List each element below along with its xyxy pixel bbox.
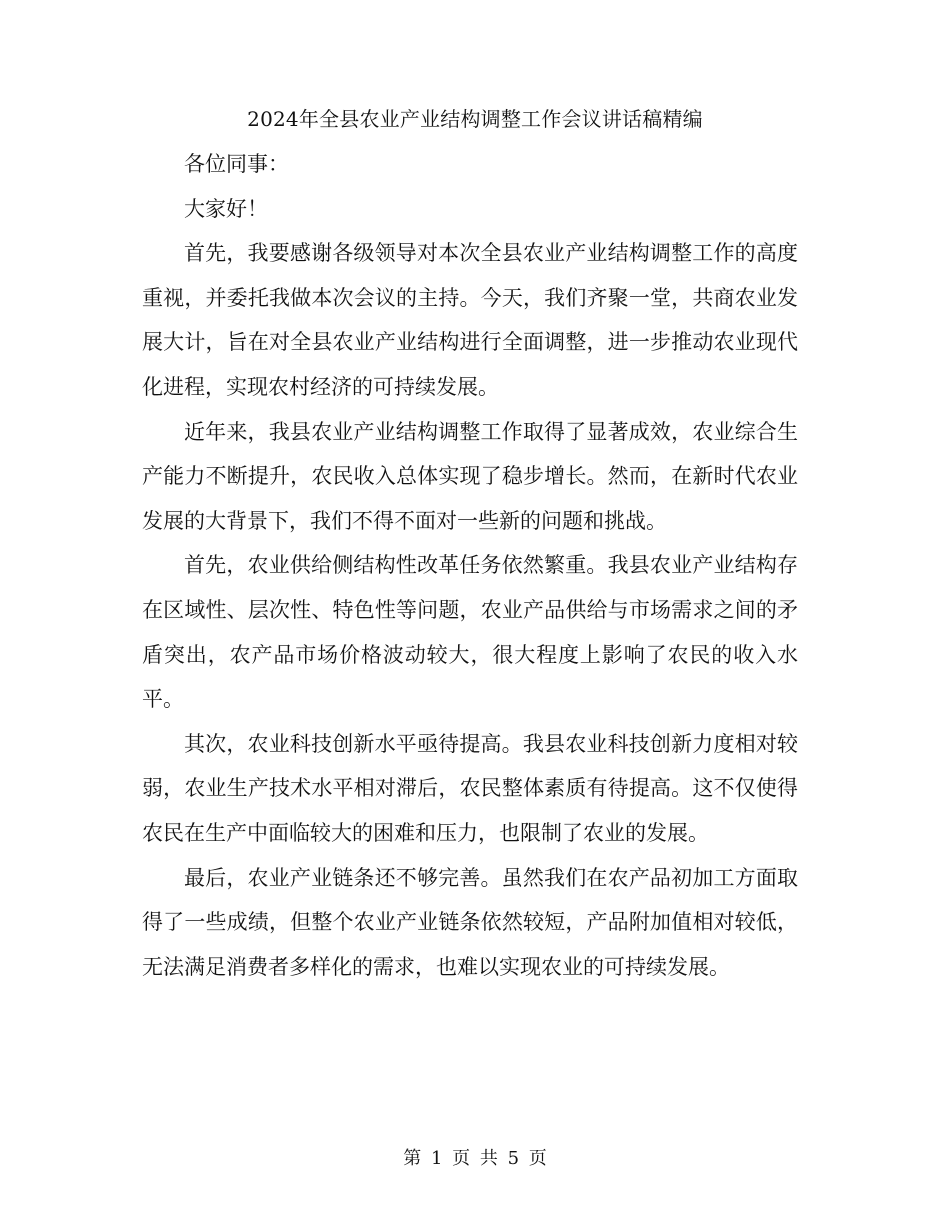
- page-number-footer: 第 1 页 共 5 页: [403, 1148, 547, 1169]
- document-title: 2024年全县农业产业结构调整工作会议讲话稿精编: [247, 107, 703, 131]
- body-paragraph: 最后，农业产业链条还不够完善。虽然我们在农产品初加工方面取得了一些成绩，但整个农业产业链条依然较短，产品附加值相对较低，无法满足消费者多样化的需求，也难以实现农业的可持续发展。: [142, 865, 798, 979]
- body-paragraph: 其次，农业科技创新水平亟待提高。我县农业科技创新力度相对较弱，农业生产技术水平相对滞后，农民整体素质有待提高。这不仅使得农民在生产中面临较大的困难和压力，也限制了农业的发展。: [142, 731, 798, 845]
- greeting-paragraph: 大家好！: [184, 196, 268, 221]
- salutation-paragraph: 各位同事：: [184, 152, 289, 176]
- document-body: [142, 142, 798, 989]
- body-paragraph: 首先，农业供给侧结构性改革任务依然繁重。我县农业产业结构存在区域性、层次性、特色性等问题，农业产品供给与市场需求之间的矛盾突出，农产品市场价格波动较大，很大程度上影响了农民的收入水平。: [142, 553, 798, 712]
- body-paragraph: 近年来，我县农业产业结构调整工作取得了显著成效，农业综合生产能力不断提升，农民收入总体实现了稳步增长。然而，在新时代农业发展的大背景下，我们不得不面对一些新的问题和挑战。: [142, 419, 798, 533]
- body-paragraph: 首先，我要感谢各级领导对本次全县农业产业结构调整工作的高度重视，并委托我做本次会议的主持。今天，我们齐聚一堂，共商农业发展大计，旨在对全县农业产业结构进行全面调整，进一步推动农业现代化进程，实现农村经济的可持续发展。: [142, 241, 798, 399]
